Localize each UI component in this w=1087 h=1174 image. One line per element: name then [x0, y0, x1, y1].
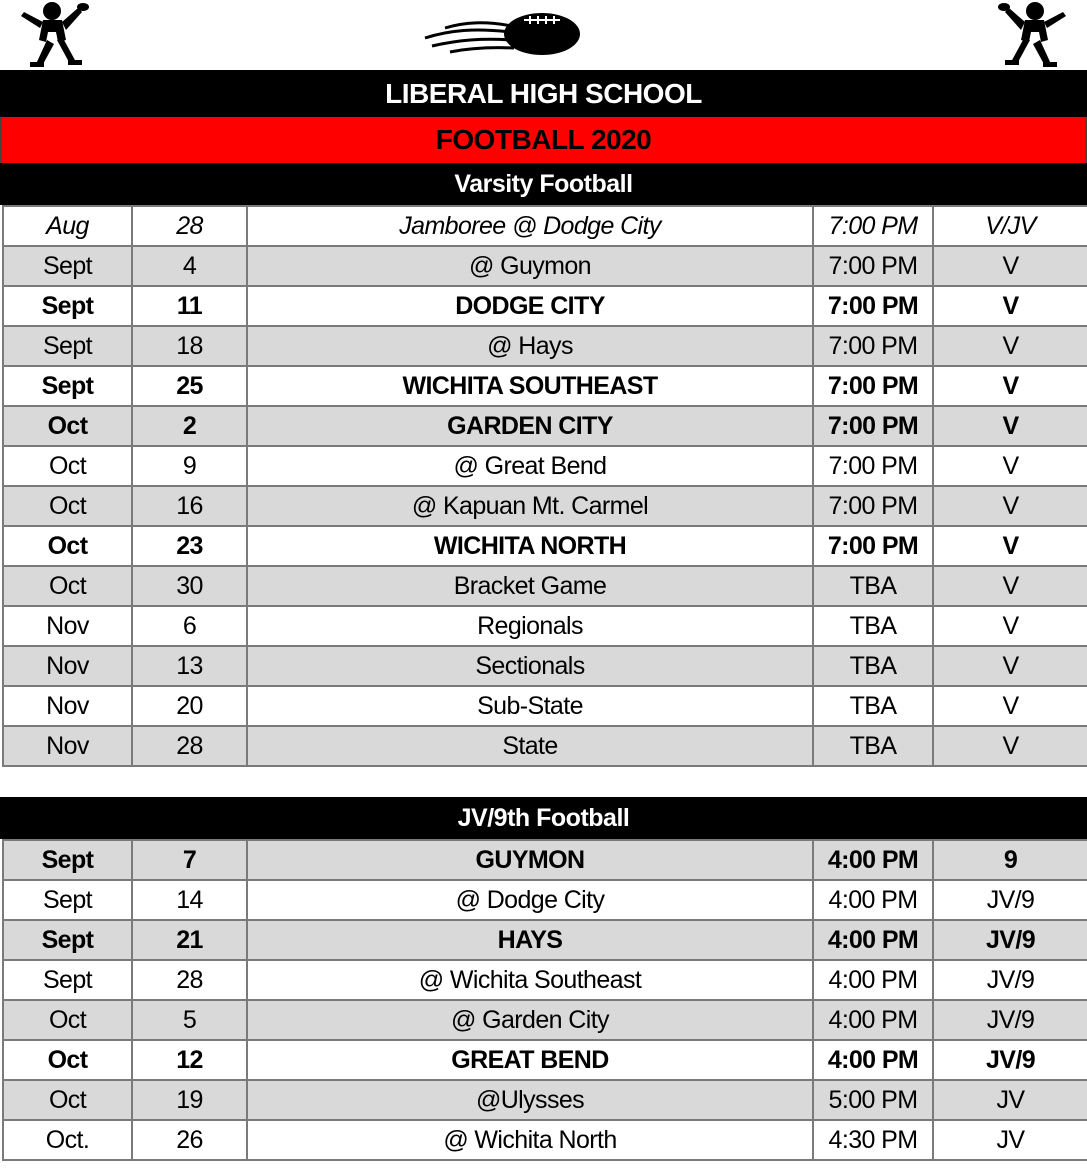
- game-month: Sept: [3, 960, 132, 1000]
- game-level: JV/9: [933, 1040, 1087, 1080]
- header-artwork: [0, 0, 1087, 70]
- game-opponent: DODGE CITY: [247, 286, 813, 326]
- game-level: V: [933, 686, 1087, 726]
- game-day: 30: [132, 566, 247, 606]
- game-time: 4:00 PM: [813, 880, 933, 920]
- game-day: 28: [132, 206, 247, 246]
- game-opponent: GARDEN CITY: [247, 406, 813, 446]
- game-level: V/JV: [933, 206, 1087, 246]
- game-level: V: [933, 606, 1087, 646]
- game-day: 6: [132, 606, 247, 646]
- jv-section-header: JV/9th Football: [0, 797, 1087, 839]
- game-opponent: State: [247, 726, 813, 766]
- game-level: V: [933, 726, 1087, 766]
- game-opponent: GUYMON: [247, 840, 813, 880]
- table-row: [3, 1000, 1087, 1040]
- game-day: 11: [132, 286, 247, 326]
- jv-schedule-table: [2, 839, 1087, 1161]
- game-opponent: @ Guymon: [247, 246, 813, 286]
- varsity-section-header: Varsity Football: [0, 163, 1087, 205]
- game-level: 9: [933, 840, 1087, 880]
- table-row: [3, 686, 1087, 726]
- game-level: V: [933, 246, 1087, 286]
- game-month: Oct: [3, 1040, 132, 1080]
- varsity-schedule-table: [2, 205, 1087, 767]
- game-level: V: [933, 646, 1087, 686]
- game-day: 7: [132, 840, 247, 880]
- game-month: Oct: [3, 566, 132, 606]
- table-row: [3, 446, 1087, 486]
- game-day: 26: [132, 1120, 247, 1160]
- game-opponent: WICHITA SOUTHEAST: [247, 366, 813, 406]
- game-day: 20: [132, 686, 247, 726]
- game-opponent: GREAT BEND: [247, 1040, 813, 1080]
- game-day: 14: [132, 880, 247, 920]
- game-level: JV: [933, 1120, 1087, 1160]
- table-row: [3, 366, 1087, 406]
- game-time: 7:00 PM: [813, 246, 933, 286]
- game-month: Sept: [3, 246, 132, 286]
- game-opponent: Sectionals: [247, 646, 813, 686]
- game-level: JV/9: [933, 920, 1087, 960]
- game-time: TBA: [813, 686, 933, 726]
- game-time: TBA: [813, 606, 933, 646]
- table-row: [3, 880, 1087, 920]
- game-opponent: Regionals: [247, 606, 813, 646]
- game-month: Oct: [3, 526, 132, 566]
- game-level: V: [933, 526, 1087, 566]
- table-row: [3, 1080, 1087, 1120]
- game-opponent: WICHITA NORTH: [247, 526, 813, 566]
- table-row: [3, 1040, 1087, 1080]
- quarterback-silhouette-icon: [995, 0, 1075, 68]
- game-month: Nov: [3, 646, 132, 686]
- table-row: [3, 406, 1087, 446]
- game-time: 4:00 PM: [813, 840, 933, 880]
- game-time: 4:30 PM: [813, 1120, 933, 1160]
- game-opponent: @Ulysses: [247, 1080, 813, 1120]
- game-level: V: [933, 366, 1087, 406]
- table-row: [3, 486, 1087, 526]
- game-month: Oct.: [3, 1120, 132, 1160]
- game-opponent: HAYS: [247, 920, 813, 960]
- game-level: JV: [933, 1080, 1087, 1120]
- table-row: [3, 566, 1087, 606]
- table-row: [3, 726, 1087, 766]
- game-day: 28: [132, 726, 247, 766]
- table-row: [3, 920, 1087, 960]
- game-day: 21: [132, 920, 247, 960]
- game-day: 23: [132, 526, 247, 566]
- game-level: V: [933, 406, 1087, 446]
- table-row: [3, 326, 1087, 366]
- game-time: 7:00 PM: [813, 526, 933, 566]
- table-row: [3, 246, 1087, 286]
- school-title: LIBERAL HIGH SCHOOL: [0, 70, 1087, 117]
- table-row: [3, 206, 1087, 246]
- season-title: FOOTBALL 2020: [0, 117, 1087, 163]
- game-time: TBA: [813, 726, 933, 766]
- game-day: 18: [132, 326, 247, 366]
- game-time: 5:00 PM: [813, 1080, 933, 1120]
- game-day: 2: [132, 406, 247, 446]
- game-time: 7:00 PM: [813, 446, 933, 486]
- game-opponent: @ Great Bend: [247, 446, 813, 486]
- game-day: 13: [132, 646, 247, 686]
- game-opponent: Jamboree @ Dodge City: [247, 206, 813, 246]
- game-level: JV/9: [933, 960, 1087, 1000]
- game-opponent: @ Garden City: [247, 1000, 813, 1040]
- game-month: Sept: [3, 840, 132, 880]
- game-level: JV/9: [933, 880, 1087, 920]
- game-day: 16: [132, 486, 247, 526]
- game-time: 4:00 PM: [813, 1000, 933, 1040]
- table-row: [3, 1120, 1087, 1160]
- game-month: Oct: [3, 1080, 132, 1120]
- game-time: 7:00 PM: [813, 286, 933, 326]
- game-time: 7:00 PM: [813, 326, 933, 366]
- game-level: JV/9: [933, 1000, 1087, 1040]
- table-row: [3, 526, 1087, 566]
- game-opponent: @ Hays: [247, 326, 813, 366]
- game-month: Sept: [3, 920, 132, 960]
- game-time: 7:00 PM: [813, 206, 933, 246]
- game-month: Sept: [3, 286, 132, 326]
- game-time: 7:00 PM: [813, 486, 933, 526]
- game-month: Sept: [3, 326, 132, 366]
- game-day: 28: [132, 960, 247, 1000]
- game-time: TBA: [813, 646, 933, 686]
- quarterback-silhouette-icon: [12, 0, 92, 68]
- game-month: Nov: [3, 686, 132, 726]
- game-opponent: @ Dodge City: [247, 880, 813, 920]
- game-month: Oct: [3, 486, 132, 526]
- game-time: 4:00 PM: [813, 960, 933, 1000]
- game-time: TBA: [813, 566, 933, 606]
- game-day: 19: [132, 1080, 247, 1120]
- game-time: 4:00 PM: [813, 920, 933, 960]
- game-opponent: @ Wichita North: [247, 1120, 813, 1160]
- game-day: 5: [132, 1000, 247, 1040]
- table-row: [3, 606, 1087, 646]
- game-month: Nov: [3, 606, 132, 646]
- game-opponent: @ Wichita Southeast: [247, 960, 813, 1000]
- game-opponent: @ Kapuan Mt. Carmel: [247, 486, 813, 526]
- game-month: Aug: [3, 206, 132, 246]
- game-opponent: Bracket Game: [247, 566, 813, 606]
- table-row: [3, 840, 1087, 880]
- game-month: Sept: [3, 880, 132, 920]
- game-day: 9: [132, 446, 247, 486]
- game-level: V: [933, 486, 1087, 526]
- game-time: 7:00 PM: [813, 366, 933, 406]
- game-day: 4: [132, 246, 247, 286]
- game-opponent: Sub-State: [247, 686, 813, 726]
- game-month: Sept: [3, 366, 132, 406]
- flaming-football-icon: [420, 8, 585, 60]
- game-time: 7:00 PM: [813, 406, 933, 446]
- table-row: [3, 646, 1087, 686]
- table-row: [3, 286, 1087, 326]
- game-day: 12: [132, 1040, 247, 1080]
- game-month: Oct: [3, 446, 132, 486]
- game-month: Oct: [3, 1000, 132, 1040]
- table-row: [3, 960, 1087, 1000]
- game-month: Oct: [3, 406, 132, 446]
- game-level: V: [933, 446, 1087, 486]
- game-level: V: [933, 286, 1087, 326]
- game-level: V: [933, 326, 1087, 366]
- game-time: 4:00 PM: [813, 1040, 933, 1080]
- game-month: Nov: [3, 726, 132, 766]
- game-day: 25: [132, 366, 247, 406]
- game-level: V: [933, 566, 1087, 606]
